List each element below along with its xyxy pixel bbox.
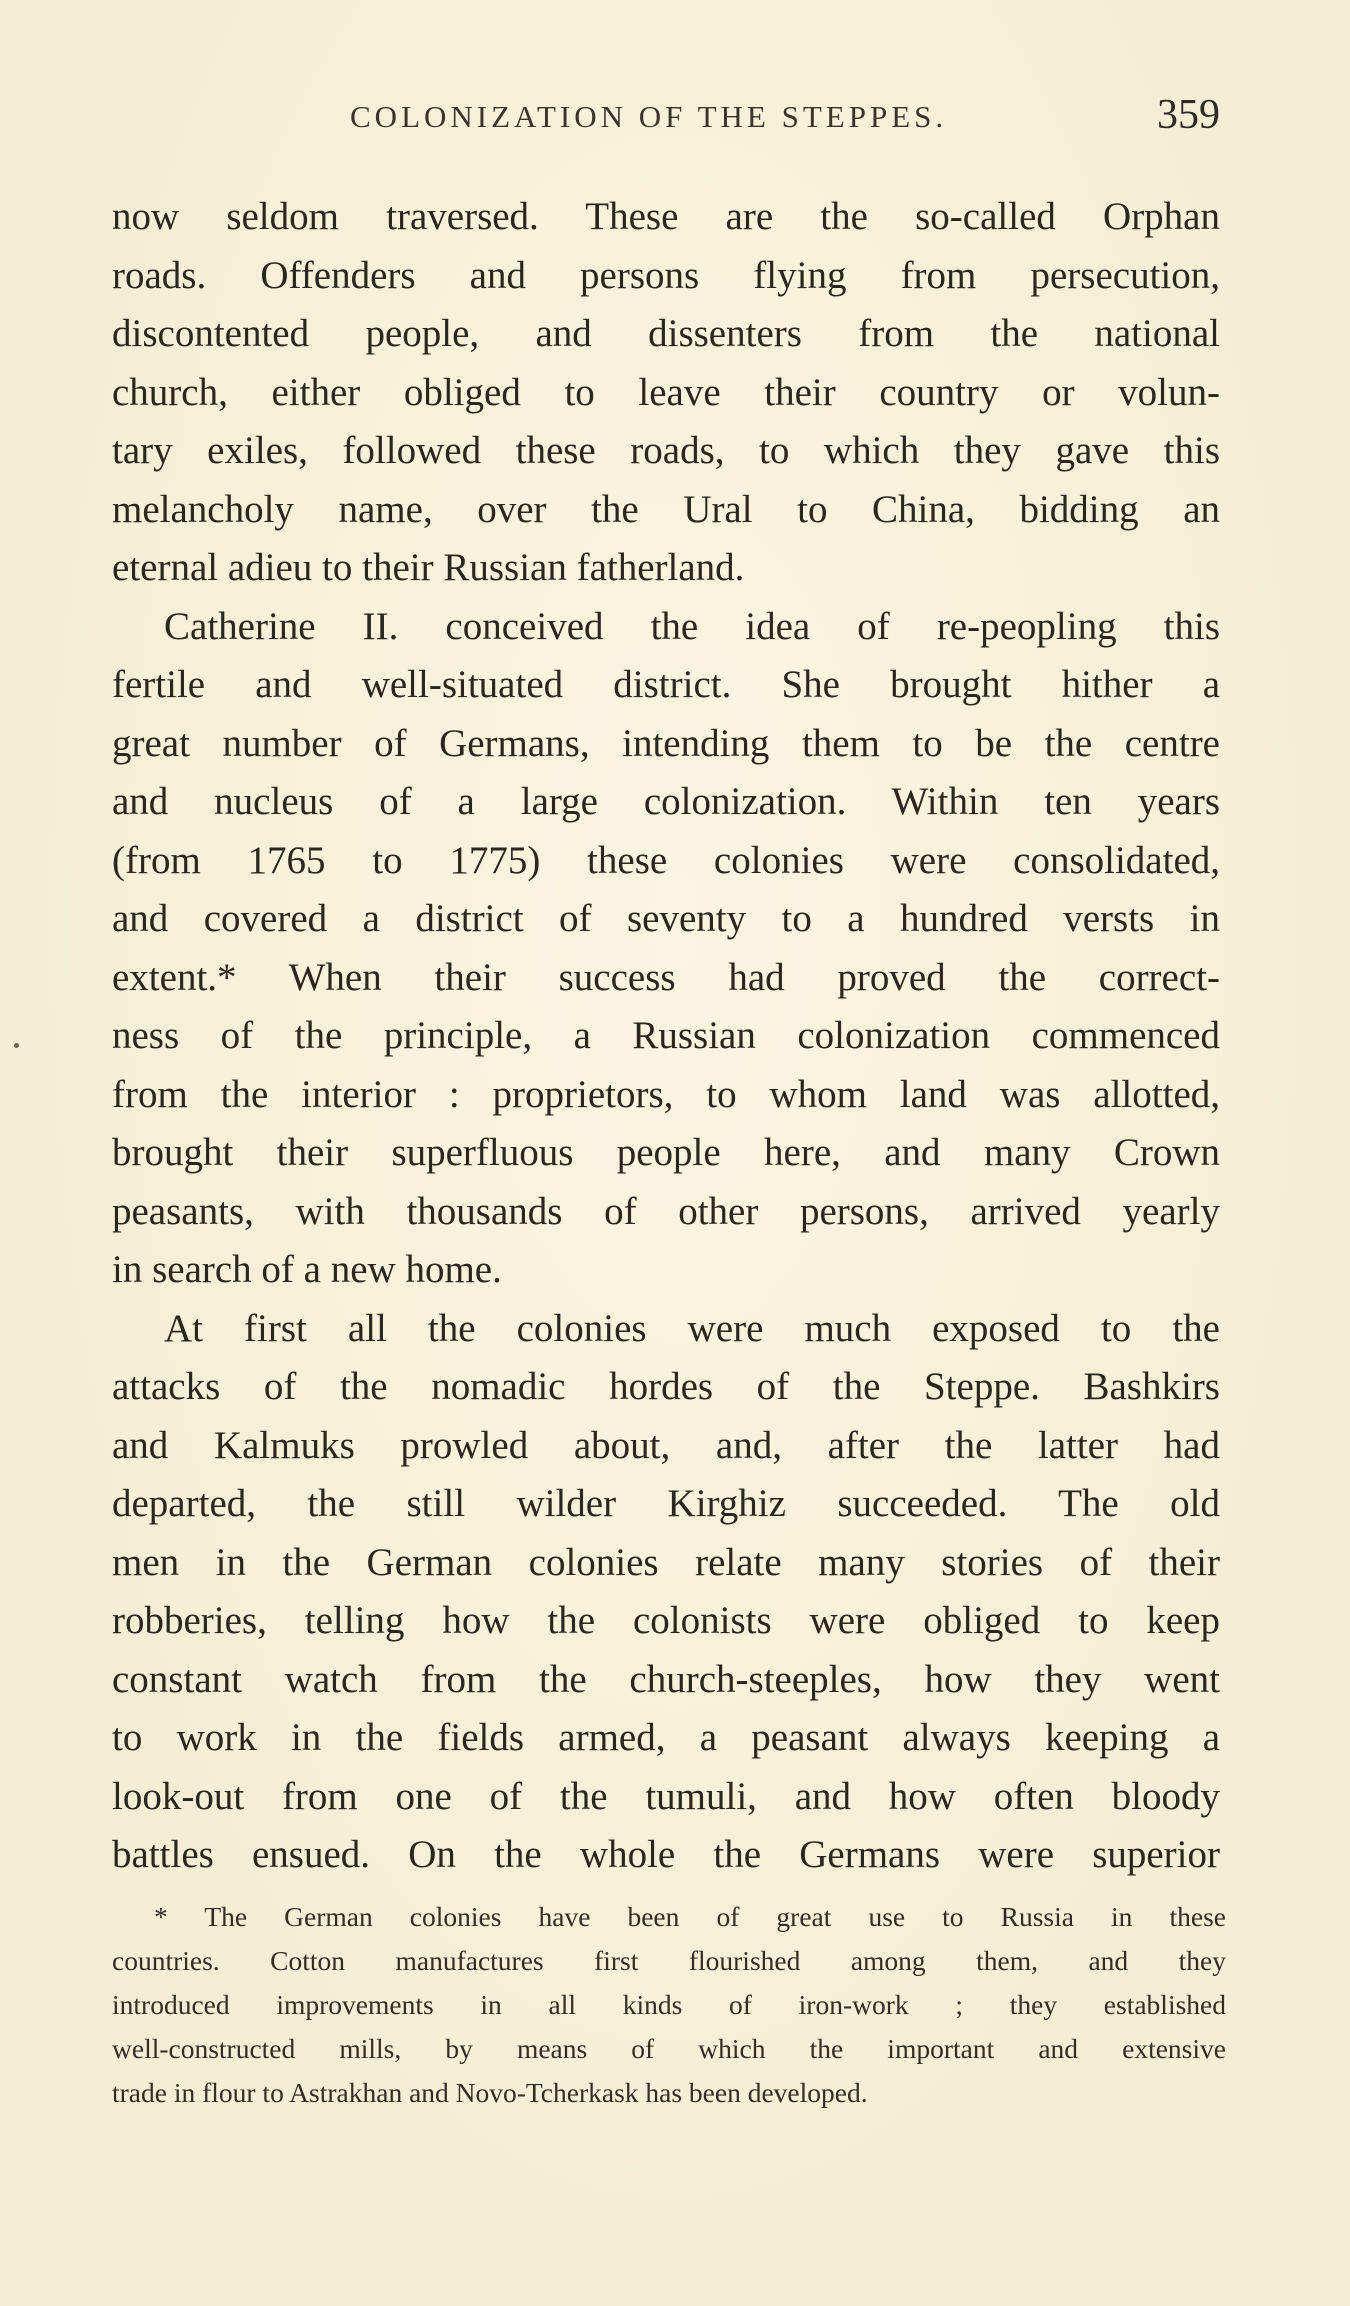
body-line: and Kalmuks prowled about, and, after the latter had <box>112 1423 1220 1467</box>
footnote-line: countries. Cotton manufactures first flourished among them, and they <box>112 1945 1226 1976</box>
body-line: attacks of the nomadic hordes of the Steppe. Bashkirs <box>112 1365 1220 1408</box>
footnote-line: trade in flour to Astrakhan and Novo-Tcherkask has been developed. <box>112 2077 868 2108</box>
body-line: tary exiles, followed these roads, to which they gave this <box>112 429 1220 472</box>
page-number: 359 <box>1157 92 1220 138</box>
body-line: roads. Offenders and persons flying from persecution, <box>112 253 1220 297</box>
body-text <box>112 188 1220 1885</box>
footnote-line: well-constructed mills, by means of which the important and extensive <box>112 2033 1226 2064</box>
body-line: to work in the fields armed, a peasant always keeping a <box>112 1716 1220 1759</box>
body-line: men in the German colonies relate many stories of their <box>112 1540 1220 1584</box>
body-line: (from 1765 to 1775) these colonies were consolidated, <box>112 838 1220 882</box>
running-title: COLONIZATION OF THE STEPPES. <box>350 99 948 134</box>
body-line: and nucleus of a large colonization. Within ten years <box>112 780 1220 823</box>
body-line: melancholy name, over the Ural to China, bidding an <box>112 487 1220 531</box>
body-line: in search of a new home. <box>112 1248 502 1291</box>
body-line: peasants, with thousands of other persons, arrived yearly <box>112 1189 1220 1233</box>
body-line: extent.* When their success had proved the correct- <box>112 955 1220 999</box>
margin-mark <box>14 1043 19 1048</box>
body-line: eternal adieu to their Russian fatherland. <box>112 546 745 589</box>
body-line: constant watch from the church-steeples, how they went <box>112 1657 1220 1701</box>
body-line: battles ensued. On the whole the Germans were superior <box>112 1833 1220 1876</box>
body-line: great number of Germans, intending them to be the centre <box>112 721 1220 765</box>
body-line: discontented people, and dissenters from the national <box>112 312 1220 355</box>
body-line: At first all the colonies were much exposed to the <box>164 1306 1220 1350</box>
body-line: ness of the principle, a Russian colonization commenced <box>112 1014 1220 1057</box>
footnote-line: introduced improvements in all kinds of iron-work ; they established <box>112 1989 1226 2020</box>
running-head <box>112 92 1232 145</box>
body-line: departed, the still wilder Kirghiz succeeded. The old <box>112 1482 1220 1525</box>
body-line: fertile and well-situated district. She brought hither a <box>112 663 1220 706</box>
body-line: robberies, telling how the colonists were obliged to keep <box>112 1599 1220 1642</box>
footnote <box>112 1895 1226 2115</box>
body-line: and covered a district of seventy to a hundred versts in <box>112 897 1220 940</box>
body-line: now seldom traversed. These are the so-called Orphan <box>112 195 1220 238</box>
footnote-line: * The German colonies have been of great use to Russia in these <box>154 1901 1226 1932</box>
body-line: brought their superfluous people here, and many Crown <box>112 1131 1220 1174</box>
body-line: Catherine II. conceived the idea of re-peopling this <box>164 604 1220 648</box>
body-line: church, either obliged to leave their country or volun- <box>112 370 1220 414</box>
body-line: look-out from one of the tumuli, and how often bloody <box>112 1774 1220 1818</box>
body-line: from the interior : proprietors, to whom land was allotted, <box>112 1072 1220 1116</box>
